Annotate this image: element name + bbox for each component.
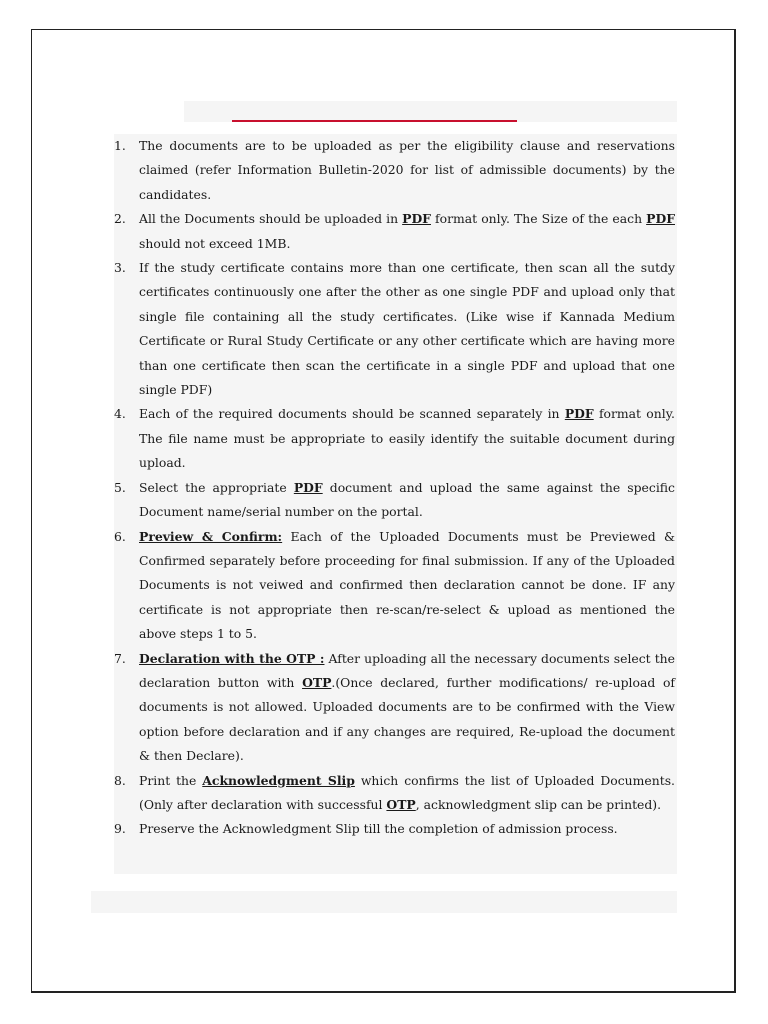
item-text: Each of the required documents should be scanned separately in — [139, 406, 565, 422]
item-number: 9. — [114, 821, 126, 837]
emphasized-term: Acknowledgment Slip — [202, 772, 355, 788]
item-text: After uploading all the necessary documents select the declaration button with — [139, 650, 675, 690]
header-band — [184, 101, 677, 122]
instructions-list — [114, 134, 675, 842]
item-text: which confirms the list of Uploaded Documents.(Only after declaration with successful — [139, 772, 675, 812]
item-text: Preserve the Acknowledgment Slip till the completion of admission process. — [139, 821, 618, 837]
instruction-item — [114, 134, 675, 207]
instruction-item — [114, 476, 675, 525]
item-text: Each of the Uploaded Documents must be Previewed & Confirmed separately before proceeding for final submission. If any of the Uploaded Documents is not veiwed and confirmed then declaration cannot be done. IF any certificate is not appropriate then re-scan/re-select & upload as mentioned the above steps 1 to 5. — [139, 528, 675, 642]
item-text: Select the appropriate — [139, 479, 294, 495]
item-number: 5. — [114, 479, 126, 495]
item-number: 2. — [114, 211, 126, 227]
item-text: , acknowledgment slip can be printed). — [415, 796, 662, 812]
item-text: format only. The Size of the each — [430, 211, 647, 227]
instruction-item — [114, 769, 675, 818]
footer-band — [91, 891, 677, 913]
item-text: document and upload the same against the specific Document name/serial number on the portal. — [139, 479, 675, 520]
item-number: 6. — [114, 528, 126, 544]
emphasized-term: PDF — [564, 406, 594, 422]
item-number: 1. — [114, 138, 126, 153]
emphasized-term: PDF — [402, 211, 431, 227]
item-text: .(Once declared, further modifications/ re-upload of documents is not allowed. Uploaded documents are to be confirmed with the View option before declaration and if any changes are required, Re-upload the document & then Declare). — [139, 674, 676, 764]
instruction-item — [114, 647, 675, 769]
emphasized-term: OTP — [386, 796, 416, 812]
emphasized-term: Declaration with the OTP : — [139, 650, 325, 666]
item-text: Print the — [139, 772, 203, 788]
emphasized-term: OTP — [302, 674, 332, 690]
instruction-item — [114, 207, 675, 256]
emphasized-term: Preview & Confirm: — [139, 528, 283, 544]
emphasized-term: PDF — [293, 479, 323, 495]
instruction-item — [114, 402, 675, 475]
title-underline — [232, 120, 517, 122]
item-text: should not exceed 1MB. — [139, 235, 291, 251]
item-number: 4. — [114, 406, 126, 422]
item-number: 8. — [114, 772, 126, 788]
item-number: 7. — [114, 650, 126, 666]
item-text: All the Documents should be uploaded in — [139, 211, 403, 227]
item-text: The documents are to be uploaded as per the eligibility clause and reservations claimed (refer Information Bulletin-2020 for list of admissible documents) by the candidates. — [139, 138, 675, 202]
item-number: 3. — [114, 260, 126, 276]
emphasized-term: PDF — [646, 211, 675, 227]
instruction-item — [114, 817, 675, 841]
instruction-item — [114, 256, 675, 402]
instruction-item — [114, 525, 675, 647]
item-text: If the study certificate contains more than one certificate, then scan all the sutdy certificates continuously one after the other as one single PDF and upload only that single file containing all the study certificates. (Like wise if Kannada Medium Certificate or Rural Study Certificate or any other certificate which are having more than one certificate then scan the certificate in a single PDF and upload that one single PDF) — [139, 260, 675, 398]
item-text: format only. The file name must be appropriate to easily identify the suitable document during upload. — [139, 406, 675, 471]
